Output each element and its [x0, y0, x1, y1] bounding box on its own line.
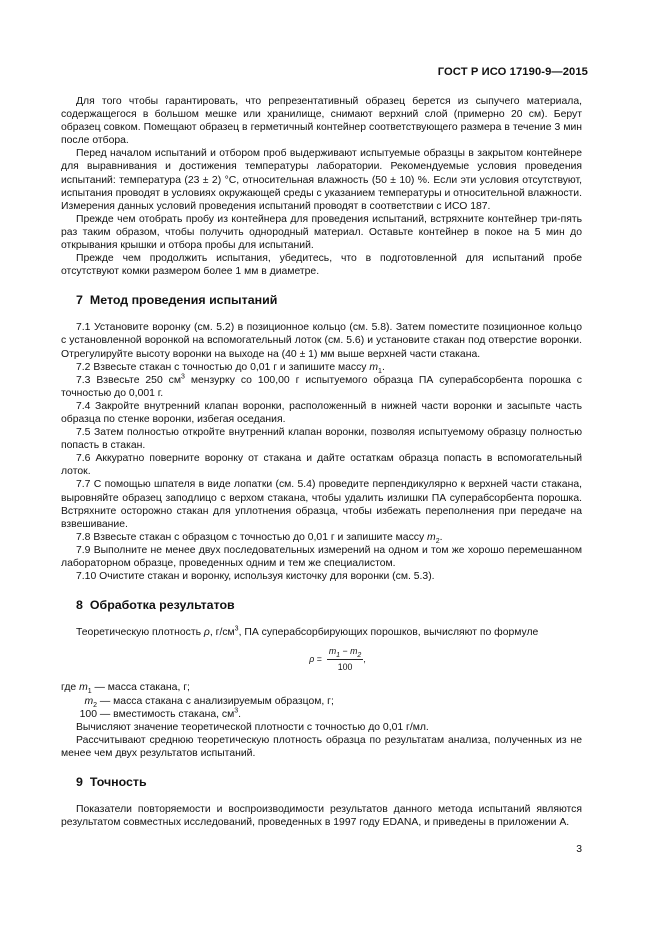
- standard-code: ГОСТ Р ИСО 17190-9—2015: [437, 66, 588, 78]
- step-7-2-var: m: [369, 361, 379, 373]
- formula-tail: ,: [363, 654, 366, 665]
- section-7-title: Метод проведения испытаний: [89, 293, 278, 308]
- num-m1: m: [328, 646, 337, 657]
- step-7-4: 7.4 Закройте внутренний клапан воронки, расположенный в нижней части воронки и засыпьте часть образца по стенке воронки, избегая оседания.: [61, 400, 582, 425]
- legend-volume-end: .: [238, 708, 242, 720]
- section-9-number: 9: [76, 775, 83, 790]
- legend-m2-symbol: [61, 695, 97, 708]
- num-m2-sub: 2: [357, 652, 362, 660]
- density-formula: [61, 645, 582, 674]
- intro-paragraph-4: Прежде чем продолжить испытания, убедитесь, что в подготовленной для испытаний пробе отсутствуют комки размером более 1 мм в диаметре.: [61, 253, 582, 278]
- step-7-8-text: 7.8 Взвесьте стакан с образцом с точностью до 0,01 г и запишите массу: [76, 531, 428, 543]
- step-7-3-sup: 3: [181, 373, 185, 381]
- step-7-3-rest: мензурку со 100,00 г испытуемого образца ПА суперабсорбента порошка с точностью до 0,001 г.: [61, 374, 583, 399]
- legend-m1-sub: 1: [87, 688, 92, 696]
- step-7-7: 7.7 С помощью шпателя в виде лопатки (см. 5.4) проведите перпендикулярно к верхней части стакана, выровняйте образец заподлицо с верхом стакана, чтобы удалить излишки ПА суперабсорбента порошка. Встряхните осторожно стакан для уплотнения образца, чтобы избежать переполнения при передаче на взвешивание.: [61, 479, 582, 530]
- step-7-2-text: 7.2 Взвесьте стакан с точностью до 0,01 г и запишите массу: [76, 361, 370, 373]
- formula-fraction: [327, 645, 364, 674]
- num-m1-sub: 1: [336, 652, 341, 660]
- step-7-5: 7.5 Затем полностью откройте внутренний клапан воронки, позволяя испытуемому образцу полностью попасть в стакан.: [61, 427, 582, 452]
- step-7-8-sub: 2: [435, 537, 440, 545]
- num-m2: m: [350, 646, 358, 657]
- lead-unit: , г/см: [209, 627, 235, 639]
- section-7-heading: [61, 293, 582, 308]
- legend-m2-sub: 2: [93, 701, 97, 709]
- step-7-2-sub: 1: [378, 367, 382, 375]
- section-9-heading: [61, 775, 582, 790]
- document-body: [61, 95, 582, 829]
- legend-where: где: [61, 682, 80, 694]
- legend-m1-symbol: m: [79, 682, 88, 694]
- step-7-8: [61, 531, 582, 544]
- intro-paragraph-1: Для того чтобы гарантировать, что репрезентативный образец берется из сыпучего материала, содержащегося в большом мешке или хранилище, снимают верхний слой (примерно 20 см). Берут образец совком. Помещают образец в герметичный контейнер соответствующего размера в течение 3 мин после отбора.: [61, 96, 582, 147]
- step-7-2: [61, 361, 582, 374]
- legend-row-m1: [61, 681, 582, 694]
- lead-unit-sup: 3: [234, 625, 239, 633]
- section-8-number: 8: [76, 598, 83, 613]
- section-8-title: Обработка результатов: [89, 598, 235, 613]
- step-7-1: 7.1 Установите воронку (см. 5.2) в позиционное кольцо (см. 5.8). Затем поместите позиционное кольцо с установленной воронкой на вспомогательный лоток (см. 5.6) и установите стакан под отверстие воронки. Отрегулируйте высоту воронки на выходе на (40 ± 1) мм выше верхней части стакана.: [61, 322, 582, 360]
- section-9-text: Показатели повторяемости и воспроизводимости результатов данного метода испытаний являются результатом совместных исследований, проведенных в 1997 году EDANA, и приведены в приложении А.: [61, 804, 582, 829]
- step-7-6: 7.6 Аккуратно поверните воронку от стакана и дайте остаткам образца попасть в вспомогательный лоток.: [61, 453, 582, 478]
- section-8-after-1: Вычисляют значение теоретической плотности с точностью до 0,01 г/мл.: [76, 721, 429, 733]
- step-7-8-end: .: [439, 531, 443, 543]
- step-7-2-end: .: [381, 361, 385, 373]
- legend-volume-text: — вместимость стакана, см: [97, 708, 235, 720]
- section-8-after-2: Рассчитывают среднюю теоретическую плотность образца по результатам анализа, полученных из не менее чем двух результатов испытаний.: [61, 734, 582, 759]
- formula-numerator: [327, 645, 364, 660]
- legend-volume-symbol: 100: [79, 708, 97, 720]
- step-7-10: 7.10 Очистите стакан и воронку, используя кисточку для воронки (см. 5.3).: [76, 571, 435, 583]
- formula-lhs: ρ =: [309, 654, 322, 665]
- legend-m2-var: m: [84, 695, 94, 707]
- step-7-9: 7.9 Выполните не менее двух последовательных измерений на одном и том же хорошо перемешанном лабораторном образце, проведенных одним и тем же специалистом.: [61, 544, 582, 569]
- formula-denominator: 100: [337, 662, 353, 673]
- intro-paragraph-2: Перед началом испытаний и отбором проб выдерживают испытуемые образцы в закрытом контейнере для выравнивания и достижения температуры лаборатории. Рекомендуемые условия проведения испытаний: температура (23 ± 2) °C, относительная влажность (50 ± 10) %. Если эти условия отсутствуют, испытания проводят в условиях окружающей среды с указанием температуры и относительной влажности. Измерения данных условий проведения испытаний проводят в соответствии с ИСО 187.: [61, 148, 582, 212]
- lead-rest: , ПА суперабсорбирующих порошков, вычисляют по формуле: [238, 627, 539, 639]
- step-7-8-var: m: [427, 531, 436, 543]
- legend-row-m2: [61, 695, 582, 708]
- rho-symbol: ρ: [203, 627, 210, 639]
- formula-legend: [61, 681, 582, 720]
- num-minus: −: [340, 646, 351, 657]
- section-9-title: Точность: [89, 775, 147, 790]
- legend-m1-text: — масса стакана, г;: [91, 682, 190, 694]
- legend-volume-sup: 3: [234, 707, 239, 715]
- intro-paragraph-3: Прежде чем отобрать пробу из контейнера для проведения испытаний, встряхните контейнер три-пять раз таким образом, чтобы получить однородный материал. Оставьте контейнер в покое на 5 мин до открывания крышки и отбора пробы для испытаний.: [61, 213, 582, 252]
- page-number: 3: [576, 844, 582, 855]
- lead-text: Теоретическую плотность: [76, 627, 204, 639]
- section-8-heading: [61, 598, 582, 613]
- section-7-number: 7: [76, 293, 83, 308]
- step-7-3-text: 7.3 Взвесьте 250 см: [76, 374, 182, 386]
- step-7-3: [61, 374, 582, 400]
- legend-m2-text: — масса стакана с анализируемым образцом, г;: [97, 695, 334, 707]
- section-8-lead: [61, 626, 582, 639]
- legend-row-volume: [61, 708, 582, 721]
